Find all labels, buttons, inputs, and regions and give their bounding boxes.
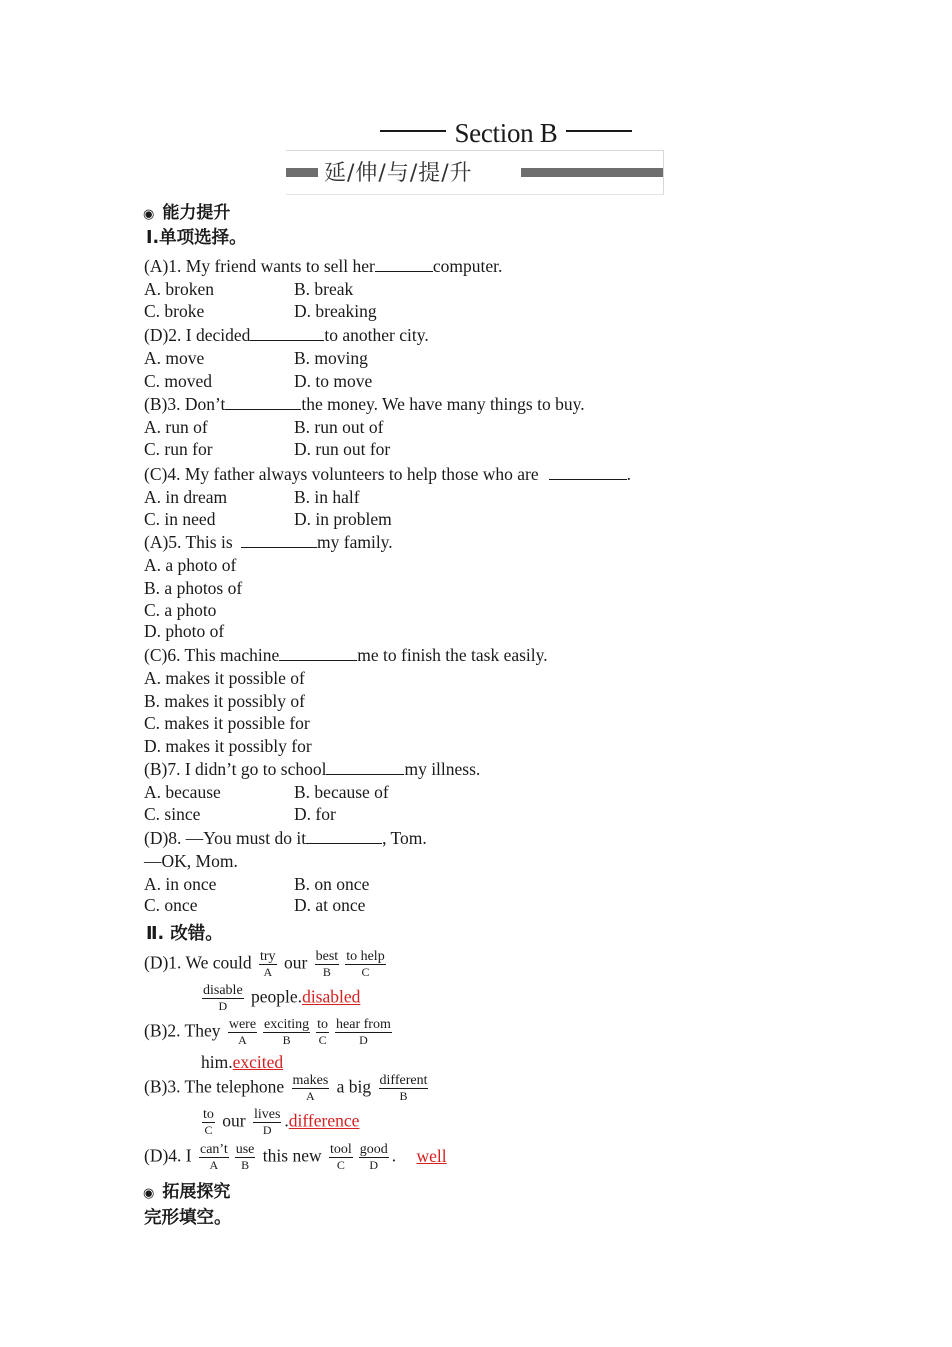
option-d: D. run out for	[294, 439, 391, 459]
option-a: A. move	[144, 348, 205, 368]
option-b	[315, 949, 340, 980]
text-segment: (D)1. We could	[144, 952, 252, 973]
question-1	[144, 255, 502, 276]
text-segment: (A)5. This is	[144, 532, 233, 552]
sub-heading-single-choice: Ⅰ.单项选择。	[146, 228, 247, 248]
text-segment: (B)3. The telephone	[144, 1076, 285, 1097]
reply-line: —OK, Mom.	[144, 851, 238, 871]
text-segment: the money. We have many things to buy.	[301, 394, 585, 414]
option-word: to	[317, 1017, 329, 1032]
correction-2-line1	[144, 1017, 395, 1048]
option-word: good	[359, 1142, 388, 1157]
title-rule-right	[566, 130, 632, 132]
section-banner	[286, 150, 664, 195]
correction-3-line1	[144, 1073, 431, 1104]
option-c: C. a photo	[144, 600, 217, 620]
option-word: were	[228, 1017, 257, 1032]
text-segment: (B)3. Don’t	[144, 394, 226, 414]
option-letter: A	[263, 965, 273, 979]
option-letter: C	[336, 1158, 345, 1172]
option-letter: C	[361, 965, 370, 979]
text-segment: a big	[336, 1076, 372, 1097]
text-segment: (A)1. My friend wants to sell her	[144, 256, 375, 276]
option-a: A. in dream	[144, 487, 228, 507]
question-4	[144, 463, 631, 484]
sub-heading-error-correction: Ⅱ. 改错。	[146, 924, 223, 944]
option-c	[202, 1107, 215, 1138]
text-segment: this new	[262, 1145, 322, 1166]
option-word: can’t	[200, 1142, 228, 1157]
option-b: B. because of	[294, 782, 389, 802]
option-b: B. on once	[294, 874, 370, 894]
option-letter: A	[209, 1158, 219, 1172]
option-d: D. makes it possibly for	[144, 736, 312, 756]
question-2	[144, 324, 429, 345]
option-a: A. run of	[144, 417, 208, 437]
option-word: disable	[203, 983, 243, 998]
text-segment: to another city.	[324, 325, 429, 345]
option-letter: B	[322, 965, 331, 979]
text-segment: 能力提升	[162, 203, 231, 223]
option-word: to help	[346, 949, 385, 964]
option-word: different	[379, 1073, 428, 1088]
option-b	[235, 1142, 256, 1173]
answer-text: well	[416, 1145, 447, 1166]
option-c	[329, 1142, 353, 1173]
option-letter: B	[282, 1033, 291, 1047]
heading-extension	[143, 1177, 230, 1202]
banner-bar-left	[286, 168, 318, 177]
option-c: C. since	[144, 804, 201, 824]
option-d: D. to move	[294, 371, 373, 391]
text-segment: .	[284, 1110, 289, 1131]
option-letter: B	[241, 1158, 250, 1172]
question-5	[144, 531, 393, 552]
option-word: best	[315, 949, 339, 964]
answer-text: excited	[232, 1052, 284, 1072]
text-segment: (C)6. This machine	[144, 645, 280, 665]
title-text: Section B	[454, 118, 558, 148]
question-8	[144, 827, 427, 848]
answer-blank	[375, 255, 433, 272]
option-letter: C	[318, 1033, 327, 1047]
text-segment: .	[391, 1145, 397, 1166]
option-a: A. makes it possible of	[144, 668, 305, 688]
option-a	[292, 1073, 330, 1104]
text-segment: computer.	[432, 256, 503, 276]
option-b: B. makes it possibly of	[144, 691, 305, 711]
option-letter: D	[359, 1033, 368, 1047]
text-segment: .	[626, 464, 631, 484]
banner-bar-right	[521, 168, 663, 177]
option-c	[316, 1017, 329, 1048]
option-b: B. in half	[294, 487, 360, 507]
text-segment: him.	[201, 1052, 233, 1072]
answer-text: difference	[288, 1110, 360, 1131]
option-b	[263, 1017, 310, 1048]
option-a: A. a photo of	[144, 555, 237, 575]
question-6	[144, 644, 548, 665]
answer-blank	[326, 758, 404, 775]
bullet-icon: ◉	[143, 1186, 155, 1201]
text-segment: (B)2. They	[144, 1020, 221, 1041]
text-segment: (D)2. I decided	[144, 325, 251, 345]
option-d: D. at once	[294, 895, 366, 915]
option-c: C. once	[144, 895, 198, 915]
option-a	[228, 1017, 257, 1048]
text-segment: my family.	[317, 532, 393, 552]
answer-blank	[306, 827, 382, 844]
option-word: exciting	[264, 1017, 310, 1032]
option-b	[379, 1073, 429, 1104]
option-word: tool	[329, 1142, 352, 1157]
option-b: B. run out of	[294, 417, 384, 437]
option-c: C. makes it possible for	[144, 713, 310, 733]
option-word: hear from	[336, 1017, 391, 1032]
text-segment: (D)8. —You must do it	[144, 828, 307, 848]
option-letter: A	[238, 1033, 247, 1047]
option-d	[335, 1017, 392, 1048]
section-title	[380, 118, 632, 152]
correction-3-line2	[199, 1107, 359, 1138]
banner-text: 延/伸/与/提/升	[324, 161, 473, 186]
text-segment: my illness.	[404, 759, 481, 779]
question-3	[144, 393, 585, 414]
option-a: A. because	[144, 782, 221, 802]
text-segment: people.	[251, 986, 303, 1007]
option-d	[202, 983, 244, 1014]
option-word: use	[235, 1142, 255, 1157]
heading-ability	[143, 198, 230, 223]
option-a	[259, 949, 277, 980]
option-d: D. for	[294, 804, 336, 824]
option-b: B. break	[294, 279, 354, 299]
option-c: C. run for	[144, 439, 213, 459]
option-a: A. in once	[144, 874, 217, 894]
text-segment: our	[222, 1110, 246, 1131]
sub-heading-cloze: 完形填空。	[144, 1208, 232, 1228]
option-c: C. in need	[144, 509, 216, 529]
correction-4	[144, 1142, 447, 1173]
option-word: to	[203, 1107, 214, 1122]
correction-1-line2	[199, 983, 360, 1014]
text-segment: (D)4. I	[144, 1145, 192, 1166]
correction-1-line1	[144, 949, 389, 980]
text-segment: 拓展探究	[162, 1182, 231, 1202]
text-segment: , Tom.	[382, 828, 427, 848]
option-letter: A	[306, 1089, 315, 1103]
correction-2-line2	[201, 1052, 283, 1073]
option-c: C. broke	[144, 301, 205, 321]
answer-text: disabled	[302, 986, 361, 1007]
option-a	[199, 1142, 229, 1173]
option-b: B. a photos of	[144, 578, 243, 598]
option-d	[253, 1107, 281, 1138]
text-segment: me to finish the task easily.	[357, 645, 548, 665]
option-a: A. broken	[144, 279, 214, 299]
option-letter: D	[369, 1158, 379, 1172]
option-word: lives	[253, 1107, 281, 1122]
option-c: C. moved	[144, 371, 213, 391]
bullet-icon: ◉	[143, 207, 155, 222]
question-7	[144, 758, 480, 779]
answer-blank	[241, 531, 317, 548]
option-b: B. moving	[294, 348, 368, 368]
option-letter: C	[204, 1123, 213, 1137]
answer-blank	[250, 324, 324, 341]
option-letter: B	[399, 1089, 408, 1103]
text-segment: (B)7. I didn’t go to school	[144, 759, 327, 779]
option-word: makes	[292, 1073, 329, 1088]
option-d	[359, 1142, 389, 1173]
text-segment: our	[283, 952, 308, 973]
option-d: D. in problem	[294, 509, 392, 529]
option-d: D. breaking	[294, 301, 377, 321]
option-word: try	[260, 949, 276, 964]
option-letter: D	[218, 999, 228, 1013]
answer-blank	[549, 463, 627, 480]
text-segment: (C)4. My father always volunteers to help those who are	[144, 464, 539, 484]
answer-blank	[279, 644, 357, 661]
option-c	[345, 949, 386, 980]
option-letter: D	[262, 1123, 272, 1137]
answer-blank	[225, 393, 301, 410]
option-d: D. photo of	[144, 621, 225, 641]
title-rule-left	[380, 130, 446, 132]
